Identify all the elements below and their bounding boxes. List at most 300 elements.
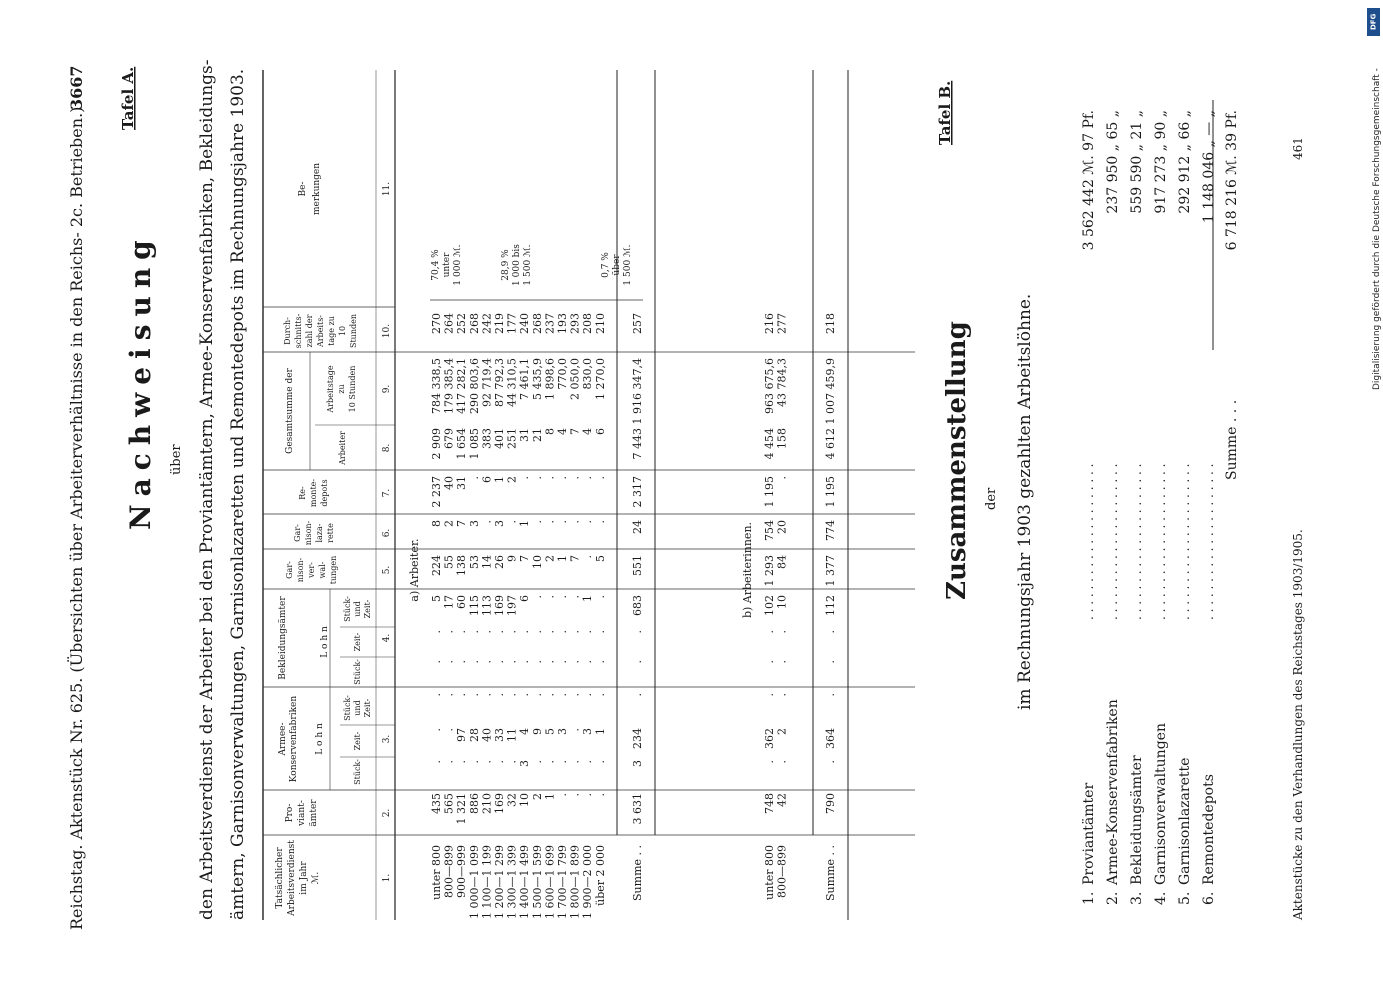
row-a-arb: 401 (493, 428, 506, 449)
row-a-bs: . (518, 660, 532, 664)
row-b-bs: . (763, 660, 776, 664)
row-a-ks: . (543, 760, 557, 764)
row-a-prov: 1 321 (455, 793, 469, 825)
row-b-ksz: . (763, 693, 776, 697)
row-a-gv: 7 (568, 555, 582, 562)
row-a-gl: 1 (518, 520, 532, 527)
item-name: Garnisonverwaltungen (1153, 723, 1169, 885)
arbeitstage-header: zu (337, 384, 346, 394)
dot-leader: . . . . . . . . . . . . . . . . . . . . . (1082, 463, 1096, 620)
row-a-rd: . (518, 476, 532, 480)
row-a-avg: 208 (581, 313, 595, 334)
column-number: 1. (382, 873, 392, 883)
row-a-avg: 237 (543, 313, 557, 334)
col6-header: nison- (304, 520, 313, 546)
remark: 1 000 ℳ. (453, 244, 463, 286)
summe-a-avg: 257 (631, 313, 644, 334)
row-a-kz: . (442, 728, 456, 732)
row-b-avg: 277 (775, 313, 789, 334)
row-a-rd: . (568, 476, 582, 480)
summe-a-gv: 551 (631, 555, 644, 576)
stueck-zeit-header: Stück- (343, 596, 352, 622)
dfg-logo: DFG (1367, 8, 1380, 36)
summe-b-ksz: . (824, 693, 837, 697)
row-a-bz: . (467, 630, 481, 634)
row-a-gv: 7 (518, 555, 532, 562)
row-a-prov: . (568, 793, 582, 797)
row-a-gl: . (556, 520, 569, 524)
row-a-prov: 210 (480, 793, 494, 814)
stueck-header: Stück- (353, 659, 362, 685)
column-number: 3. (382, 734, 392, 744)
row-a-bs: . (530, 660, 544, 664)
summe-b-tage: 1 007 459,9 (824, 358, 837, 425)
col10-header: Durch- (283, 317, 292, 345)
row-b-prov: 42 (775, 793, 789, 807)
row-a-kz: . (430, 728, 443, 732)
row-a-label: 1 600—1 699 (543, 845, 557, 919)
col2-header: ämter (309, 799, 319, 827)
row-a-prov: 10 (518, 793, 532, 807)
armee-header: Konservenfabriken (289, 695, 299, 783)
column-number: 2. (382, 808, 392, 818)
row-a-ksz: . (505, 693, 519, 697)
item-name: Proviantämter (1081, 782, 1097, 885)
tafel-a-sub1: den Arbeitsverdienst der Arbeiter bei den Proviantämtern, Armee-Konservenfabriken, Bekleidungs- (197, 59, 217, 920)
row-b-gl: 20 (775, 520, 789, 534)
row-a-ksz: . (442, 693, 456, 697)
row-a-arb: 383 (480, 428, 494, 449)
tafel-b-label: Tafel B. (936, 80, 954, 145)
row-a-bs: . (480, 660, 494, 664)
row-a-arb: 2 909 (430, 428, 443, 460)
row-a-bz: . (442, 630, 456, 634)
section-a-heading: a) Arbeiter. (408, 538, 421, 602)
row-a-rd: 31 (455, 476, 469, 490)
row-a-rd: . (530, 476, 544, 480)
row-a-bz: . (505, 630, 519, 634)
row-a-prov: 2 (530, 793, 544, 800)
row-a-gv: 55 (442, 555, 456, 569)
row-a-arb: 4 (556, 428, 569, 435)
col10-header: 10 (338, 325, 347, 337)
row-a-gv: 2 (543, 555, 557, 562)
row-a-gv: 26 (493, 555, 506, 569)
row-a-prov: 565 (442, 793, 456, 814)
row-a-rd: 1 (493, 476, 506, 483)
row-a-label: 900—999 (455, 845, 469, 898)
col7-header: depots (320, 479, 329, 507)
row-a-arb: 4 (581, 428, 595, 435)
row-a-label: 1 000—1 099 (467, 845, 481, 919)
row-a-arb: 31 (518, 428, 532, 442)
row-a-tage: 44 310,5 (505, 358, 519, 407)
row-a-ks: . (442, 760, 456, 764)
remark: 1 500 ℳ. (523, 244, 533, 286)
summe-a-ks: 3 (631, 760, 644, 767)
row-a-gl: 8 (430, 520, 443, 527)
row-a-gl: . (568, 520, 582, 524)
tafel-a-label: Tafel A. (119, 66, 137, 130)
row-a-rd: . (467, 476, 481, 480)
row-a-bs: . (455, 660, 469, 664)
tafel-b-subtitle: im Rechnungsjahr 1903 gezahlten Arbeitslöhne. (1015, 293, 1035, 710)
row-b-bsz: 102 (763, 595, 776, 616)
tafel-a-sub2: ämtern, Garnisonverwaltungen, Garnisonlazaretten und Remontedepots im Rechnungsjahre 1903. (228, 68, 248, 920)
col10-header: Arbeits- (316, 314, 325, 348)
summe-a-ksz: . (631, 693, 644, 697)
row-a-kz: 3 (581, 728, 595, 735)
row-a-label: 1 200—1 299 (493, 845, 506, 919)
col10-header: Stunden (349, 313, 358, 349)
col2-header: Pro- (285, 803, 295, 823)
row-a-tage: 179 385,4 (442, 358, 456, 414)
row-a-bs: . (543, 660, 557, 664)
summe-a-rd: 2 317 (631, 476, 644, 508)
remark: 1 000 bis (512, 244, 522, 286)
summe-b-arb: 4 612 (824, 428, 837, 460)
row-a-tage: 770,0 (556, 358, 569, 390)
remark: 0,7 % (601, 252, 611, 278)
summe-a-gl: 24 (631, 520, 644, 534)
row-a-ks: . (493, 760, 506, 764)
row-b-arb: 4 454 (763, 428, 776, 460)
tafel-a-title: Nachweisung (124, 232, 157, 530)
row-a-gl: . (593, 520, 607, 524)
remark: 70,4 % (431, 249, 441, 281)
summe-b-bs: . (824, 660, 837, 664)
zeit-header: Zeit- (353, 731, 362, 751)
row-a-gv: 138 (455, 555, 469, 576)
row-b-kz: 2 (775, 728, 789, 735)
item-amount: 917 273 „ 90 „ (1153, 110, 1169, 214)
row-a-bsz: . (568, 595, 582, 599)
row-a-ksz: . (430, 693, 443, 697)
section-b-heading: b) Arbeiterinnen. (741, 521, 754, 619)
column-number: 9. (382, 384, 392, 394)
summe-a-bsz: 683 (631, 595, 644, 616)
row-a-label: 1 900—2 000 (581, 845, 595, 919)
row-a-avg: 252 (455, 313, 469, 334)
dot-leader: . . . . . . . . . . . . . . . . . . . . . (1106, 463, 1120, 620)
row-a-gv: 53 (467, 555, 481, 569)
col6-header: rette (326, 523, 335, 543)
row-a-kz: 28 (467, 728, 481, 742)
gesamtsumme-header: Gesamtsumme der (285, 368, 295, 454)
row-b-label: unter 800 (763, 845, 776, 900)
row-a-bz: . (455, 630, 469, 634)
row-a-rd: 2 (505, 476, 519, 483)
stueck-zeit-header: und (353, 700, 362, 716)
row-a-ks: . (505, 760, 519, 764)
row-a-gv: 1 (556, 555, 569, 562)
row-a-bsz: 169 (493, 595, 506, 616)
row-a-arb: 6 (593, 428, 607, 435)
column-number: 6. (382, 528, 392, 538)
col1-header: Tatsächlicher (275, 847, 285, 909)
tafel-b-list (1081, 100, 1240, 905)
row-a-tage: 830,0 (581, 358, 595, 390)
row-a-label: über 2 000 (593, 845, 607, 906)
row-a-gl: . (543, 520, 557, 524)
item-number: 4. (1153, 891, 1169, 905)
row-a-arb: 251 (505, 428, 519, 449)
row-a-kz: . (568, 728, 582, 732)
row-a-ks: 3 (518, 760, 532, 767)
row-a-prov: 435 (430, 793, 443, 814)
col5-header: Gar- (285, 561, 294, 579)
row-a-tage: 784 338,5 (430, 358, 443, 414)
row-a-rd: . (593, 476, 607, 480)
row-a-bs: . (556, 660, 569, 664)
summe-b-rd: 1 195 (824, 476, 837, 508)
row-a-bsz: 6 (518, 595, 532, 602)
row-b-ks: . (775, 760, 789, 764)
row-a-gl: 7 (455, 520, 469, 527)
row-a-ksz: . (556, 693, 569, 697)
row-a-arb: 8 (543, 428, 557, 435)
row-a-label: 1 700—1 799 (556, 845, 569, 919)
row-a-kz: 11 (505, 728, 519, 742)
stueck-zeit-header: Zeit- (363, 698, 372, 718)
footer-page: 461 (1291, 137, 1305, 160)
row-a-kz: 4 (518, 728, 532, 735)
item-name: Garnisonlazarette (1177, 757, 1193, 885)
summe-a-kz: 234 (631, 728, 644, 749)
remark: 1 500 ℳ. (623, 244, 633, 286)
row-a-bs: . (568, 660, 582, 664)
remark: über (612, 254, 622, 276)
row-a-bsz: 1 (581, 595, 595, 602)
row-a-tage: 5 435,9 (530, 358, 544, 400)
col11-header: Be- (298, 181, 308, 197)
footer-text: Aktenstücke zu den Verhandlungen des Reichstages 1903/1905. (1291, 529, 1305, 920)
row-a-label: 1 100—1 199 (480, 845, 494, 919)
row-b-gv: 1 293 (763, 555, 776, 587)
col1-header: Arbeitsverdienst (287, 840, 297, 916)
row-a-gv: 5 (593, 555, 607, 562)
summe-a-prov: 3 631 (631, 793, 644, 825)
col6-header: Gar- (293, 524, 302, 542)
row-b-rd: 1 195 (763, 476, 776, 508)
row-a-bz: . (430, 630, 443, 634)
dot-leader: . . . . . . . . . . . . . . . . . . . . . (1202, 463, 1216, 620)
item-number: 6. (1201, 891, 1217, 905)
item-number: 1. (1081, 891, 1097, 905)
row-a-gv: . (581, 555, 595, 559)
summe-a-label: Summe . . (631, 845, 644, 901)
stueck-header: Stück- (353, 759, 362, 785)
column-number: 11. (382, 181, 392, 197)
dot-leader: . . . . . . . . . . . . . . . . . . . . . (1178, 463, 1192, 620)
row-a-bsz: 60 (455, 595, 469, 609)
arbeiter-header: Arbeiter (338, 431, 347, 465)
tafel-a-table (263, 70, 915, 920)
digitization-note: Digitalisierung gefördert durch die Deutsche Forschungsgemeinschaft - (1372, 68, 1382, 390)
item-amount: 1 148 046 „ — „ (1201, 110, 1217, 224)
row-a-gv: 14 (480, 555, 494, 569)
row-a-gl: . (480, 520, 494, 524)
row-a-avg: 268 (530, 313, 544, 334)
row-a-label: 1 500—1 599 (530, 845, 544, 919)
row-b-bsz: 10 (775, 595, 789, 609)
column-number: 8. (382, 443, 392, 453)
col5-header: tungen (329, 555, 338, 585)
summe-b-label: Summe . . (824, 845, 837, 901)
row-a-bs: . (593, 660, 607, 664)
row-a-avg: 268 (467, 313, 481, 334)
row-a-kz: 97 (455, 728, 469, 742)
row-b-tage: 963 675,6 (763, 358, 776, 414)
row-a-rd: 6 (480, 476, 494, 483)
row-a-ksz: . (455, 693, 469, 697)
row-a-ks: . (530, 760, 544, 764)
row-a-bsz: 113 (480, 595, 494, 616)
col6-header: laza- (315, 523, 324, 543)
row-a-avg: 270 (430, 313, 443, 334)
col7-header: monte- (309, 478, 318, 508)
row-a-bs: . (467, 660, 481, 664)
row-a-bsz: 115 (467, 595, 481, 616)
dot-leader: . . . . . . . . . . . . . . . . . . . . . (1130, 463, 1144, 620)
row-a-arb: 1 654 (455, 428, 469, 460)
row-b-gl: 754 (763, 520, 776, 541)
row-a-bz: . (568, 630, 582, 634)
row-b-kz: 362 (763, 728, 776, 749)
row-a-kz: 40 (480, 728, 494, 742)
row-a-prov: 886 (467, 793, 481, 814)
row-a-ks: . (430, 760, 443, 764)
row-a-avg: 264 (442, 313, 456, 334)
summe-a-bz: . (631, 630, 644, 634)
row-a-ksz: . (493, 693, 506, 697)
remark: unter (442, 252, 452, 278)
item-number: 3. (1129, 891, 1145, 905)
col5-header: ver- (307, 562, 316, 578)
row-a-rd: . (556, 476, 569, 480)
row-b-bs: . (775, 660, 789, 664)
col1-header: im Jahr (299, 861, 309, 895)
tafel-b-der: der (984, 487, 999, 510)
row-a-label: 1 400—1 499 (518, 845, 532, 919)
summe-b-bsz: 112 (824, 595, 837, 616)
row-a-kz: 9 (530, 728, 544, 735)
row-a-rd: . (581, 476, 595, 480)
row-a-ksz: . (480, 693, 494, 697)
row-a-bs: . (430, 660, 443, 664)
row-a-bsz: 5 (430, 595, 443, 602)
row-a-ksz: . (530, 693, 544, 697)
row-a-ks: . (593, 760, 607, 764)
row-a-ks: . (556, 760, 569, 764)
row-a-ks: . (455, 760, 469, 764)
row-a-tage: 1 270,0 (593, 358, 607, 400)
row-a-gl: . (505, 520, 519, 524)
row-b-prov: 748 (763, 793, 776, 814)
page-header: Reichstag. Aktenstück Nr. 625. (Übersichten über Arbeiterverhältnisse in den Reichs- 2c. Betrieben.) (67, 106, 86, 930)
item-number: 5. (1177, 891, 1193, 905)
col10-header: zahl der (305, 314, 314, 348)
item-amount: 3 562 442 ℳ. 97 Pf. (1081, 110, 1097, 251)
summe-label: Summe . . . (1224, 399, 1240, 480)
item-name: Bekleidungsämter (1129, 755, 1145, 885)
lohn-header: L o h n (315, 723, 325, 755)
col11-header: merkungen (312, 162, 322, 216)
stueck-zeit-header: und (353, 601, 362, 617)
row-a-ks: . (581, 760, 595, 764)
row-a-label: 1 800—1 899 (568, 845, 582, 919)
row-a-arb: 679 (442, 428, 456, 449)
row-a-prov: . (556, 793, 569, 797)
summe-b-avg: 218 (824, 313, 837, 334)
row-a-avg: 293 (568, 313, 582, 334)
row-a-label: 1 300—1 399 (505, 845, 519, 919)
row-a-tage: 7 461,1 (518, 358, 532, 400)
row-a-ks: . (568, 760, 582, 764)
row-a-bz: . (581, 630, 595, 634)
row-a-bs: . (493, 660, 506, 664)
col5-header: nison- (296, 557, 305, 583)
summe-a-tage: 1 916 347,4 (631, 358, 644, 425)
row-a-tage: 290 803,6 (467, 358, 481, 414)
row-a-tage: 92 719,4 (480, 358, 494, 407)
row-a-tage: 87 792,3 (493, 358, 506, 407)
row-a-bsz: . (543, 595, 557, 599)
row-a-ksz: . (467, 693, 481, 697)
row-a-prov: . (593, 793, 607, 797)
item-name: Armee-Konservenfabriken (1105, 699, 1121, 885)
summe-b-ks: . (824, 760, 837, 764)
row-a-tage: 417 282,1 (455, 358, 469, 414)
row-a-gl: 2 (442, 520, 456, 527)
row-a-ksz: . (581, 693, 595, 697)
row-a-tage: 1 898,6 (543, 358, 557, 400)
bekl-header: Bekleidungsämter (278, 596, 288, 680)
row-a-bs: . (505, 660, 519, 664)
row-a-ksz: . (568, 693, 582, 697)
row-a-ksz: . (518, 693, 532, 697)
row-a-rd: 40 (442, 476, 456, 490)
row-b-ksz: . (775, 693, 789, 697)
lohn-header: L o h n (320, 626, 330, 658)
tafel-b-title: Zusammenstellung (942, 321, 972, 600)
row-a-avg: 193 (556, 313, 569, 334)
row-a-bz: . (518, 630, 532, 634)
col1-header: ℳ. (311, 871, 321, 885)
row-a-gl: . (581, 520, 595, 524)
row-a-prov: . (581, 793, 595, 797)
item-amount: 237 950 „ 65 „ (1105, 110, 1121, 214)
row-b-tage: 43 784,3 (775, 358, 789, 407)
row-a-kz: 33 (493, 728, 506, 742)
row-a-bsz: . (593, 595, 607, 599)
summe-amount: 6 718 216 ℳ. 39 Pf. (1224, 110, 1240, 251)
arbeitstage-header: 10 Stunden (348, 365, 357, 413)
row-a-rd: . (543, 476, 557, 480)
row-a-kz: 1 (593, 728, 607, 735)
column-number: 5. (382, 565, 392, 575)
summe-b-gl: 774 (824, 520, 837, 541)
row-a-ksz: . (593, 693, 607, 697)
row-a-tage: 2 050,0 (568, 358, 582, 400)
row-a-label: unter 800 (430, 845, 443, 900)
column-number: 4. (382, 633, 392, 643)
summe-a-arb: 7 443 (631, 428, 644, 460)
row-a-prov: 1 (543, 793, 557, 800)
row-b-label: 800—899 (775, 845, 789, 898)
column-number: 10. (382, 323, 392, 339)
summe-b-gv: 1 377 (824, 555, 837, 587)
